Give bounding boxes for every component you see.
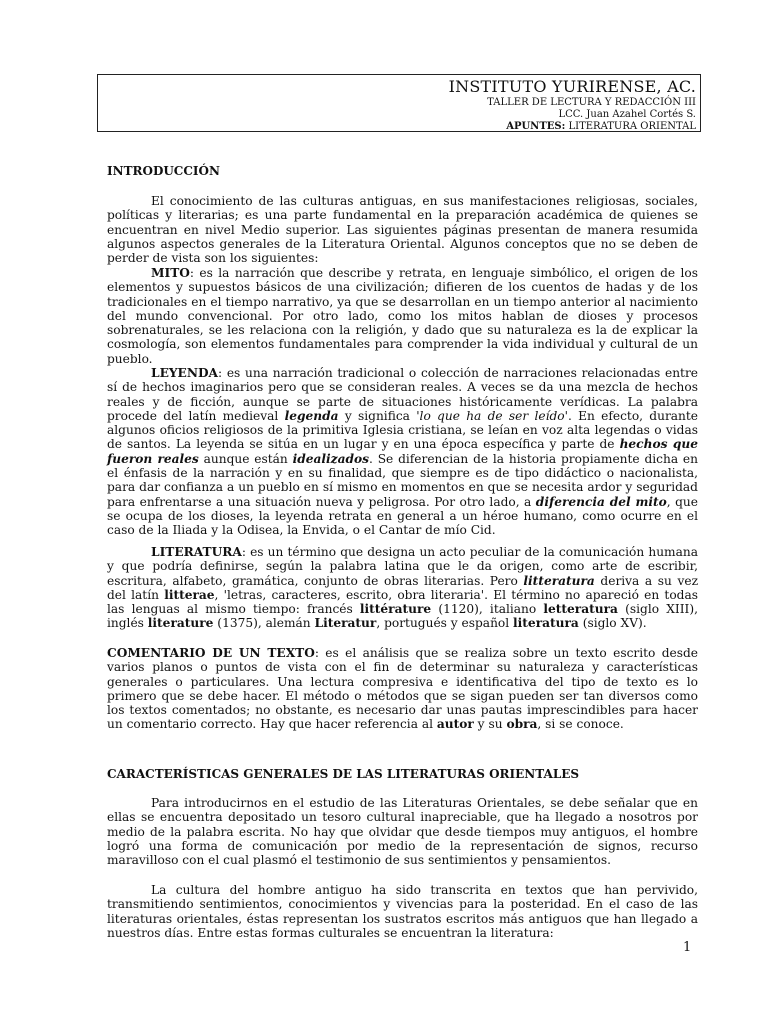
leyenda-text-2: y significa ' (338, 408, 420, 423)
lit-literatura: literatura (513, 616, 579, 631)
leyenda-text-6: , que se ocupa de los dioses, la leyenda retrata en general a un héroe humano, como ocurre en el caso de la Iliada y la Odisea, la Envida, o el Cantar de mío Cid. (107, 494, 698, 538)
leyenda-text-1: : es una narración tradicional o colección de narraciones relacionadas entre sí de hechos imaginarios pero que se consideran reales. A veces se da una mezcla de hechos reales y de ficción, aunque se parte de situaciones históricamente verídicas. La palabra procede del latín medieval (107, 366, 698, 423)
lit-text-3: , 'letras, caracteres, escrito, obra literaria'. El término no apareció en todas las lenguas al mismo tiempo: francés (107, 587, 698, 617)
characteristics-heading: CARACTERÍSTICAS GENERALES DE LAS LITERATURAS ORIENTALES (107, 767, 580, 781)
lit-text-4: (1120), italiano (431, 602, 544, 617)
leyenda-quote: lo que ha de ser leído (419, 408, 565, 423)
lit-litterae: litterae (164, 587, 215, 602)
literatura-term: LITERATURA (151, 545, 242, 559)
lit-text-6: (1375), alemán (213, 616, 315, 631)
leyenda-diferencia: diferencia del mito (535, 494, 667, 509)
literatura-paragraph (107, 545, 698, 631)
leyenda-paragraph (107, 366, 698, 538)
characteristics-paragraph-1: Para introducirnos en el estudio de las Literaturas Orientales, se debe señalar que en ellas se encuentra depositado un tesoro cultural inapreciable, que ha llegado a nosotros por medio de la palabra escrita. No hay que olvidar que desde tiempos muy antiguos, el hombre logró una forma de comunicación por medio de la representación de signos, recurso maravilloso con el cual plasmó el testimonio de sus sentimientos y pensamientos. (107, 796, 698, 868)
teacher-name: LCC. Juan Azahel Cortés S. (558, 109, 696, 120)
notes-label: APUNTES: (506, 121, 566, 132)
lit-text-1: : es un término que designa un acto peculiar de la comunicación humana y que podría definirse, según la palabra latina que le da origen, como arte de escribir, escritura, alfabeto, gramática, conjunto de obras literarias. Pero (107, 545, 698, 588)
lit-text-7: , portugués y español (376, 616, 514, 631)
com-obra: obra (506, 717, 538, 732)
intro-paragraph: El conocimiento de las culturas antiguas, en sus manifestaciones religiosas, sociales, políticas y literarias; es una parte fundamental en la preparación académica de quienes se encuentran en nivel Medio superior. Las siguientes páginas presentan de manera resumida algunos aspectos generales de la Literatura Oriental. Algunos conceptos que no se deben de perder de vista son los siguientes: (107, 194, 698, 266)
institute-name: INSTITUTO YURIRENSE, AC. (448, 77, 696, 96)
mito-text: : es la narración que describe y retrata, en lenguaje simbólico, el origen de los elementos y supuestos básicos de una civilización; difieren de los cuentos de hadas y de los tradicionales en el tiempo narrativo, ya que se desarrollan en un tiempo anterior al nacimiento del mundo convencional. Por otro lado, como los mitos hablan de dioses y procesos sobrenaturales, se les relaciona con la religión, y dado que su naturaleza es la de explicar la cosmología, son elementos fundamentales para comprender la vida individual y cultural de un pueblo. (107, 266, 698, 366)
page-number: 1 (683, 940, 692, 955)
leyenda-text-3: '. En efecto, durante algunos oficios religiosos de la primitiva Iglesia cristiana, se leían en voz alta legendas o vidas de santos. La leyenda se sitúa en un lugar y en una época específica y parte de (107, 408, 699, 452)
com-text-1: : es el análisis que se realiza sobre un texto escrito desde varios planos o puntos de vista con el fin de determinar su naturaleza y características generales o particulares. Una lectura compresiva e identificativa del tipo de texto es lo primero que se debe hacer. El método o métodos que se sigan pueden ser tan diversos como los textos comentados; no obstante, es necesario dar unas pautas imprescindibles para hacer un comentario correcto. Hay que hacer referencia al (107, 646, 698, 732)
lit-litterature: littérature (359, 602, 432, 617)
leyenda-text-5: . Se diferencian de la historia propiamente dicha en el énfasis de la narración y en su finalidad, que siempre es de tipo didáctico o nacionalista, para dar confianza a un pueblo en sí mismo en momentos en que se necesita ardor y seguridad para enfrentarse a una situación nueva y peligrosa. Por otro lado, a (107, 451, 698, 509)
course-name: TALLER DE LECTURA Y REDACCIÓN III (487, 97, 696, 108)
lit-text-5: (siglo XIII), inglés (107, 602, 698, 631)
lit-letteratura: letteratura (543, 602, 618, 617)
notes-line (98, 121, 696, 133)
notes-value: LITERATURA ORIENTAL (565, 121, 696, 132)
lit-text-8: (siglo XV). (578, 616, 647, 631)
lit-text-2: deriva a su vez del latín (107, 573, 698, 602)
leyenda-idealizados: idealizados (292, 451, 369, 466)
leyenda-word: legenda (284, 408, 339, 423)
intro-heading: INTRODUCCIÓN (107, 164, 220, 178)
com-text-3: , si se conoce. (537, 717, 624, 732)
mito-paragraph (107, 266, 698, 366)
lit-litteratura: litteratura (523, 573, 595, 588)
comentario-paragraph (107, 646, 698, 732)
com-text-2: y su (473, 717, 507, 732)
document-header (97, 74, 701, 132)
lit-literature: literature (147, 616, 214, 631)
characteristics-paragraph-2: La cultura del hombre antiguo ha sido transcrita en textos que han pervivido, transmitiendo sentimientos, conocimientos y vivencias para la posteridad. En el caso de las literaturas orientales, éstas representan los sustratos escritos más antiguos que han llegado a nuestros días. Entre estas formas culturales se encuentran la literatura: (107, 883, 698, 940)
com-autor: autor (436, 717, 474, 732)
lit-literatur: Literatur (314, 616, 377, 631)
comentario-term: COMENTARIO DE UN TEXTO (107, 646, 315, 660)
leyenda-hechos: hechos que fueron reales (107, 437, 698, 466)
leyenda-term: LEYENDA (151, 366, 219, 380)
leyenda-text-4: aunque están (198, 451, 293, 466)
mito-term: MITO (151, 266, 190, 280)
